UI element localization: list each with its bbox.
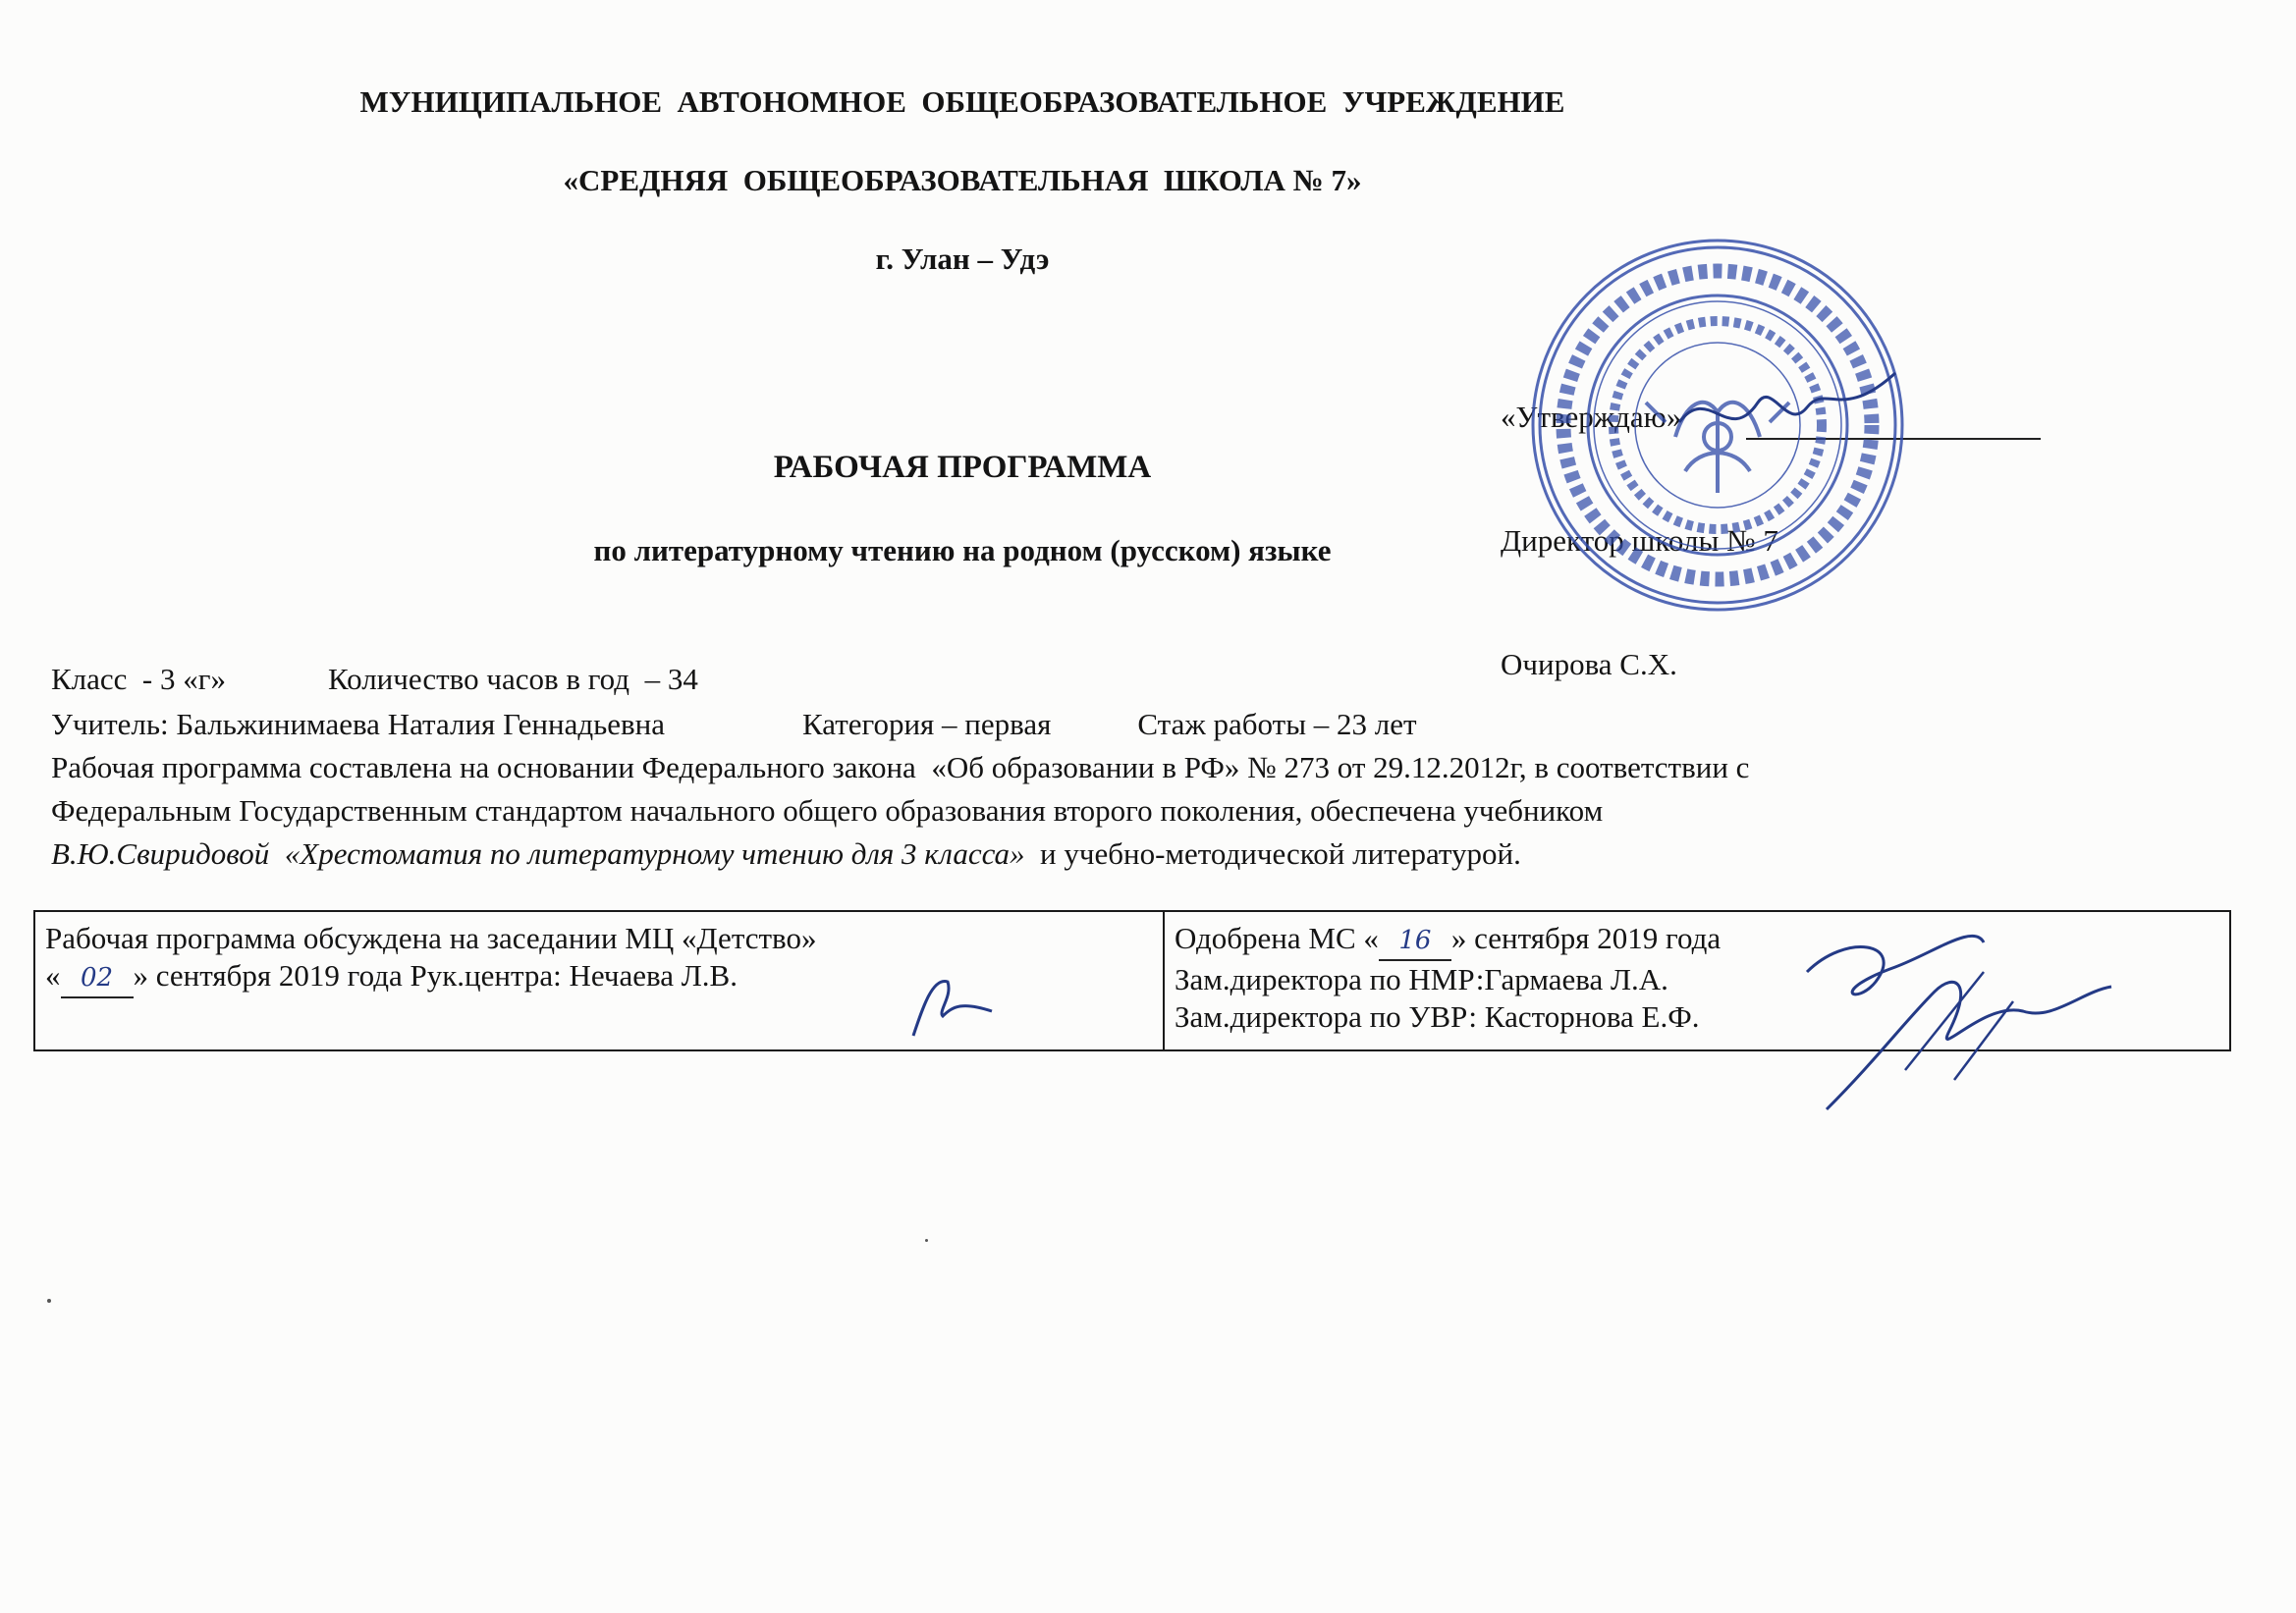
handwritten-day-02: 02: [61, 959, 134, 998]
methodical-council-line-1: Одобрена МС « 16 » сентября 2019 года: [1175, 920, 2219, 961]
handwritten-day-16: 16: [1379, 922, 1451, 961]
paper-speck: [47, 1299, 51, 1303]
methodical-council-cell: [1164, 911, 2230, 1050]
class-hours-row: [51, 662, 698, 697]
methodical-center-line-2: « 02 » сентября 2019 года Рук.центра: Нечаева Л.В.: [45, 957, 1153, 998]
organization-name: МУНИЦИПАЛЬНОЕ АВТОНОМНОЕ ОБЩЕОБРАЗОВАТЕЛЬНОЕ УЧРЕЖДЕНИЕ: [359, 84, 1565, 119]
class-label: Класс - 3 «г»: [51, 662, 226, 696]
methodical-center-cell: [34, 911, 1164, 1050]
methodical-center-line-1: Рабочая программа обсуждена на заседании МЦ «Детство»: [45, 921, 817, 955]
basis-line-1: Рабочая программа составлена на основании Федерального закона «Об образовании в РФ» № 273 от 29.12.2012г, в соответствии с: [51, 750, 1750, 784]
paper-speck: [925, 1239, 928, 1242]
approval-director-name: Очирова С.Х.: [1501, 647, 1677, 681]
teacher-row: [51, 707, 1417, 742]
basis-line-2: Федеральным Государственным стандартом начального общего образования второго поколения, обеспечена учебником: [51, 793, 1604, 828]
approval-heading: «Утверждаю»: [1501, 400, 1682, 434]
basis-line-3-tail: и учебно-методической литературой.: [1024, 836, 1521, 871]
textbook-author: В.Ю.Свиридовой: [51, 836, 270, 871]
teacher-experience: Стаж работы – 23 лет: [1137, 707, 1417, 741]
hours-label: Количество часов в год – 34: [327, 662, 698, 696]
basis-line-3: [51, 836, 1521, 872]
deputy-nmr-line: Зам.директора по НМР:Гармаева Л.А.: [1175, 962, 1668, 996]
teacher-name: Учитель: Бальжинимаева Наталия Геннадьевна: [51, 707, 665, 741]
school-name: «СРЕДНЯЯ ОБЩЕОБРАЗОВАТЕЛЬНАЯ ШКОЛА № 7»: [563, 163, 1362, 197]
textbook-title: «Хрестоматия по литературному чтению для 3 класса»: [284, 836, 1025, 871]
document-subtitle: по литературному чтению на родном (русском) языке: [593, 533, 1332, 567]
city-name: г. Улан – Удэ: [875, 242, 1050, 276]
teacher-category: Категория – первая: [801, 707, 1052, 741]
approvals-table: [33, 910, 2231, 1051]
director-signature-line: [1746, 438, 2041, 440]
deputy-uvr-line: Зам.директора по УВР: Касторнова Е.Ф.: [1175, 999, 1700, 1034]
document-title: РАБОЧАЯ ПРОГРАММА: [773, 450, 1152, 485]
approval-position: Директор школы № 7: [1501, 523, 1778, 558]
